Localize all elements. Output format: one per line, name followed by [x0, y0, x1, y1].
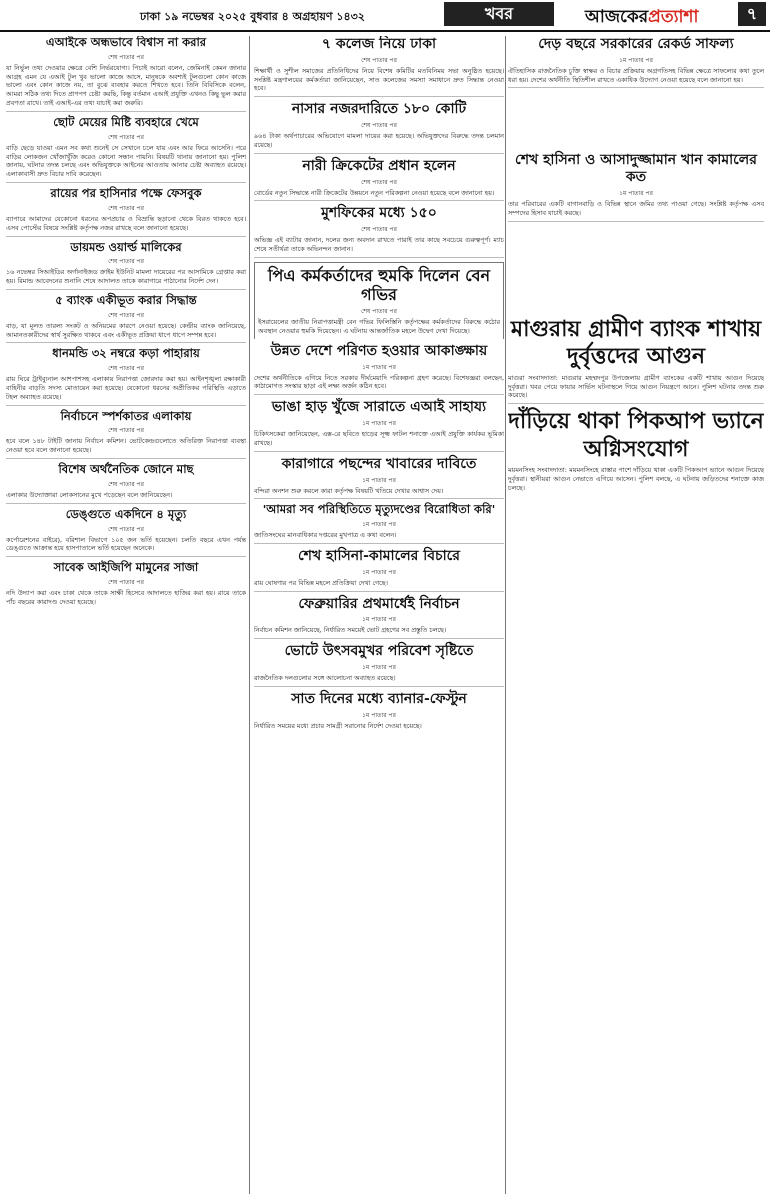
news-story: [508, 408, 764, 495]
story-body: দেশের অর্থনীতিকে এগিয়ে নিতে সরকার দীর্ঘমেয়াদি পরিকল্পনা গ্রহণ করেছে। বিশেষজ্ঞরা বলছেন, কাঠামোগত সংস্কার ছাড়া এই লক্ষ্য অর্জন কঠিন হবে।: [254, 373, 504, 391]
continued-note: ১ম পাতার পর: [362, 711, 396, 719]
text-fill: [508, 92, 764, 152]
news-story: [6, 463, 246, 504]
continued-note: ১ম পাতার পর: [362, 616, 396, 624]
page-header: [0, 0, 770, 32]
story-headline: কারাগারে পছন্দের খাবারের দাবিতে: [281, 455, 477, 472]
news-story: [254, 503, 504, 544]
issue-date: ঢাকা ১৯ নভেম্বর ২০২৫ বুধবার ৪ অগ্রহায়ণ ১৪৩২: [140, 10, 365, 23]
story-headline: 'আমরা সব পরিস্থিতিতে মৃত্যুদণ্ডের বিরোধিতা করি': [262, 502, 496, 517]
news-story: [254, 343, 504, 395]
news-story: [254, 158, 504, 202]
continued-note: শেষ পাতার পর: [108, 579, 144, 587]
story-headline: মুশফিকের মধ্যে ১৫০: [321, 205, 437, 222]
story-body: তার পরিবারের একটি বাগানবাড়ি ও বিভিন্ন স্থানে জমির তথ্য পাওয়া গেছে। সংশ্লিষ্ট কর্তৃপক্ষ এসব সম্পদের হিসাব যাচাই করছে।: [508, 200, 764, 217]
newspaper-logo: আজকেরপ্রত্যাশা: [585, 7, 699, 27]
news-story: [6, 347, 246, 405]
news-story: [254, 691, 504, 734]
continued-note: শেষ পাতার পর: [108, 53, 144, 61]
story-body: বাড়, যা মূলত তারল্য সংকট ও অনিয়মের কারণে নেওয়া হয়েছে। কেন্দ্রীয় ব্যাংক জানিয়েছে, আমানতকারীদের স্বার্থ সুরক্ষিত থাকবে এবং একীভূত প্রক্রিয়া ধাপে ধাপে সম্পন্ন হবে।: [6, 321, 246, 339]
story-headline: ফেব্রুয়ারির প্রথমার্ধেই নির্বাচন: [298, 595, 460, 612]
story-body: নির্ধারিত সময়ের মধ্যে প্রচার সামগ্রী সরানোর নির্দেশ দেওয়া হয়েছে।: [254, 721, 422, 730]
story-body: রায় ঘিরে ট্রাইব্যুনাল আশপাশসহ এলাকায় নিরাপত্তা জোরদার করা হয়। আইনশৃঙ্খলা রক্ষাকারী বাহিনীর বাড়তি সদস্য মোতায়েন করা হয়েছে। যেকোনো ধরনের অপ্রীতিকর পরিস্থিতি এড়াতে টহল অব্যাহত রয়েছে।: [6, 375, 246, 401]
story-headline: ধানমন্ডি ৩২ নম্বরে কড়া পাহারায়: [52, 346, 200, 361]
story-headline: শেখ হাসিনা-কামালের বিচারে: [298, 548, 460, 564]
story-headline: রায়ের পর হাসিনার পক্ষে ফেসবুক: [50, 186, 202, 201]
news-story: [254, 262, 504, 339]
story-body: বন্দিরা অনশন শুরু করলে কারা কর্তৃপক্ষ বিষয়টি খতিয়ে দেখার আশ্বাস দেয়।: [254, 486, 444, 495]
story-body: এলাকার উদ্যোক্তারা লোকসানের মুখে পড়েছেন বলে জানিয়েছেন।: [6, 490, 173, 499]
continued-note: শেষ পাতার পর: [108, 311, 144, 319]
section-title: খবর: [444, 2, 554, 26]
story-body: হবে বলে ১৪৮ টাইটি জানায় নির্বাচন কমিশন। ভোটকেন্দ্রগুলোতে অতিরিক্ত নিরাপত্তা ব্যবস্থা নেওয়া হবে বলে জানানো হয়েছে।: [6, 437, 246, 455]
news-story: [254, 205, 504, 257]
continued-note: ১ম পাতার পর: [362, 420, 396, 428]
news-story: [254, 101, 504, 153]
continued-note: ১ম পাতার পর: [362, 664, 396, 672]
story-body: শিক্ষার্থী ও সুশীল সমাজের প্রতিনিধিদের নিয়ে বিশেষ কমিটির মতবিনিময় সভা অনুষ্ঠিত হয়েছে। সংশ্লিষ্ট মন্ত্রণালয়ের কর্মকর্তারা জানিয়েছেন, সাত কলেজের সমস্যা সমাধানে দ্রুত সিদ্ধান্ত নেওয়া হবে।: [254, 66, 504, 93]
news-story: [254, 456, 504, 500]
story-headline: নাসার নজরদারিতে ১৮০ কোটি: [291, 101, 467, 118]
news-story: [6, 187, 246, 236]
story-body: নদি উদ্যাপ করা এবং চাকা থেকে তাকে সাক্ষী হিসেবে আদালতে হাজির করা হয়। রায়ে তাকে পাঁচ বছরের কারাদণ্ড দেওয়া হয়েছে।: [6, 589, 246, 606]
news-story: [254, 643, 504, 687]
continued-note: শেষ পাতার পর: [361, 178, 397, 186]
continued-note: শেষ পাতার পর: [361, 122, 397, 130]
story-body: বোর্ডের নতুন সিদ্ধান্তে নারী ক্রিকেটের উন্নয়নে নতুন পরিকল্পনা নেওয়া হয়েছে বলে জানানো হয়।: [254, 188, 495, 197]
continued-note: শেষ পাতার পর: [108, 204, 144, 212]
news-story: [6, 410, 246, 459]
news-story: [6, 294, 246, 343]
news-story: [6, 561, 246, 609]
news-story: [254, 596, 504, 640]
continued-note: শেষ পাতার পর: [108, 133, 144, 141]
story-headline: বিশেষ অর্থনৈতিক জোনে মাছ: [58, 462, 194, 477]
story-body: ব্যাপারে আমাদের যেকোনো ধরনের অপপ্রচার ও বিভ্রান্তি ছড়ানো থেকে বিরত থাকতে হবে। এসব পোস্টের বিষয়ে সংশ্লিষ্ট কর্তৃপক্ষ নজর রাখছে বলে জানানো হয়েছে।: [6, 214, 246, 232]
story-headline: ৫ ব্যাংক একীভূত করার সিদ্ধান্ত: [55, 292, 197, 307]
story-headline: ছোট মেয়ের মিষ্টি ব্যবহারে খেমে: [53, 114, 199, 129]
story-headline: ডায়মন্ড ওয়ার্ল্ড মালিকের: [70, 239, 182, 254]
story-headline: মাগুরায় গ্রামীণ ব্যাংক শাখায় দুর্বৃত্তদের আগুন: [510, 315, 762, 370]
continued-note: শেষ পাতার পর: [108, 480, 144, 488]
story-body: যা নির্ভুল তথ্য দেওয়ার ক্ষেত্রে বেশি নির্ভরযোগ্য। পিচাই আরো বলেন, জেমিনাই কেমন জানার আগ্রহ এমন যে এআই টুল খুব ভালো কাজে আসে, মানুষকে অবশ্যই টুলগুলো কোন কাজে ভালো এবং কোন কাজে নয়, তা বুঝে ব্যবহার করতে শিখতে হবে। তিনি বিবিসিকে বলেন, আমরা সঠিক তথ্য দিতে প্রাণপণ চেষ্টা করছি, কিন্তু বর্তমান এআই প্রযুক্তি এখনও কিছু ভুল করার প্রবণতা রাখে। তাই এআই-এর তথ্য যাচাই করা জরুরি।: [6, 63, 246, 108]
story-headline: সাত দিনের মধ্যে ব্যানার-ফেস্টুন: [291, 690, 467, 707]
story-body: ১৬ নভেম্বর সিআইডির অর্গানাইজড ক্রাইম ইউনিট মামলা দায়েরের পর আসামিকে গ্রেপ্তার করা হয়। রিমান্ড আবেদনের শুনানি শেষে আদালত তাকে কারাগারে পাঠানোর নির্দেশ দেন।: [6, 268, 246, 286]
story-headline: পিএ কর্মকর্তাদের হুমকি দিলেন বেন গভির: [267, 265, 491, 304]
column-3: [508, 36, 764, 1194]
story-headline: দাঁড়িয়ে থাকা পিকআপ ভ্যানে অগ্নিসংযোগ: [508, 408, 764, 462]
continued-note: শেষ পাতার পর: [108, 427, 144, 435]
story-headline: নারী ক্রিকেটের প্রধান হলেন: [302, 157, 456, 174]
story-headline: ভাঙা হাড় খুঁজে সারাতে এআই সাহায্য: [271, 399, 487, 416]
story-body: ঐতিহাসিক রাজনৈতিক চুক্তি স্বাক্ষর ও বিচার প্রক্রিয়ায় অগ্রগতিসহ বিভিন্ন ক্ষেত্রে সাফল্যের কথা তুলে ধরা হয়। দেশের অর্থনীতি স্থিতিশীল রাখতে একাধিক উদ্যোগ নেওয়া হয়েছে বলে জানানো হয়।: [508, 66, 764, 84]
continued-note: ১ম পাতার পর: [362, 521, 396, 529]
story-body: রাজনৈতিক দলগুলোর সঙ্গে আলোচনা অব্যাহত রয়েছে।: [254, 674, 396, 683]
news-story: [6, 116, 246, 183]
story-headline: ৭ কলেজ নিয়ে ঢাকা: [321, 36, 437, 52]
continued-note: শেষ পাতার পর: [361, 226, 397, 234]
story-body: ইসরায়েলের জাতীয় নিরাপত্তামন্ত্রী বেন গভির ফিলিস্তিনি কর্তৃপক্ষের কর্মকর্তাদের বিরুদ্ধে কঠোর অবস্থান নেওয়ার হুমকি দিয়েছেন। এ ঘটনায় আন্তর্জাতিক মহলে উদ্বেগ দেখা দিয়েছে।: [258, 318, 500, 336]
continued-note: শেষ পাতার পর: [108, 365, 144, 373]
news-story: [6, 241, 246, 290]
story-body: রায় ঘোষণার পর বিভিন্ন মহলে প্রতিক্রিয়া দেখা গেছে।: [254, 578, 388, 587]
story-headline: এআইকে অন্ধভাবে বিশ্বাস না করার: [45, 36, 207, 49]
story-headline: দেড় বছরে সরকারের রেকর্ড সাফল্য: [538, 36, 734, 52]
story-headline: উন্নত দেশে পরিণত হওয়ার আকাঙ্ক্ষায়: [270, 342, 488, 359]
continued-note: শেষ পাতার পর: [361, 56, 397, 64]
story-body: চিকিৎসকেরা জানিয়েছেন, এক্স-রে ছবিতে হাড়ের সূক্ষ্ম ফাটল শনাক্তে এআই প্রযুক্তি কার্যকর ভূমিকা রাখছে।: [254, 430, 504, 447]
continued-note: ১ম পাতার পর: [362, 363, 396, 371]
story-body: ময়মনসিংহ সংবাদদাতা: ময়মনসিংহে রাস্তার পাশে দাঁড়িয়ে থাকা একটি পিকআপ ভ্যানে আগুন দিয়েছে দুর্বৃত্তরা। স্থানীয়রা আগুন নেভাতে এগিয়ে আসেন। পুলিশ বলছে, এ ঘটনায় জড়িতদের শনাক্তে কাজ চলছে।: [508, 466, 764, 492]
story-headline: শেখ হাসিনা ও আসাদুজ্জামান খান কামালের কত: [515, 152, 757, 186]
text-fill: [508, 226, 764, 316]
continued-note: ১ম পাতার পর: [619, 190, 653, 198]
story-body: ৯৬৪ টাকা অর্থপাচারের অভিযোগে মামলা দায়ের করা হয়েছে। অভিযুক্তদের বিরুদ্ধে তদন্ত চলমান রয়েছে।: [254, 132, 504, 149]
story-body: জাতিসংঘের মানবাধিকার দপ্তরের মুখপাত্র এ কথা বলেন।: [254, 531, 397, 540]
news-story: [254, 36, 504, 97]
story-headline: ডেঙ্গুতে একদিনে ৪ মৃত্যু: [65, 506, 187, 521]
news-story: [508, 152, 764, 221]
news-story: [6, 508, 246, 557]
news-story: [254, 548, 504, 592]
story-body: মাগুরা সংবাদদাতা: মাগুরার মহম্মদপুর উপজেলায় গ্রামীণ ব্যাংকের একটি শাখায় আগুন দিয়েছে দুর্বৃত্তরা। খবর পেয়ে ফায়ার সার্ভিস ঘটনাস্থলে গিয়ে আগুন নিয়ন্ত্রণে আনে। পুলিশ ঘটনার তদন্ত শুরু করেছে।: [508, 373, 764, 400]
news-story: [508, 316, 764, 404]
continued-note: শেষ পাতার পর: [108, 525, 144, 533]
news-story: [6, 36, 246, 112]
news-story: [508, 36, 764, 88]
story-body: বাড়ি ছেড়ে যাওয়া এমন সব কথা শুনেই সে সেখানে চলে যায় এবং আর ফিরে আসেনি। পরে বাড়ির লোকজন খোঁজাখুঁজি করেও কোনো সন্ধান পায়নি। বিষয়টি থানায় জানানো হয়। পুলিশ জানায়, ঘটনার তদন্ত চলছে এবং অভিযুক্তকে আইনের আওতায় আনার চেষ্টা অব্যাহত রয়েছে। এলাকাবাসী দ্রুত বিচার দাবি করেছেন।: [6, 143, 246, 179]
news-story: [254, 399, 504, 451]
continued-note: শেষ পাতার পর: [108, 258, 144, 266]
story-headline: নির্বাচনে স্পর্শকাতর এলাকায়: [60, 408, 192, 423]
story-headline: সাবেক আইজিপি মামুনের সাজা: [53, 560, 199, 575]
story-body: নির্বাচন কমিশন জানিয়েছে, নির্ধারিত সময়েই ভোট গ্রহণের সব প্রস্তুতি চলছে।: [254, 626, 447, 635]
continued-note: ১ম পাতার পর: [362, 476, 396, 484]
page-number: ৭: [738, 2, 766, 26]
story-body: অভিজ্ঞ এই ব্যাটার জানান, দলের জন্য অবদান রাখতে পারাই তার কাছে সবচেয়ে গুরুত্বপূর্ণ। ম্যাচ শেষে সতীর্থরা তাকে অভিনন্দন জানান।: [254, 236, 504, 253]
story-headline: ভোটে উৎসবমুখর পরিবেশ সৃষ্টিতে: [284, 643, 474, 660]
column-2: [254, 36, 504, 1194]
story-body: কর্পোরেশনের বাইরে), বরিশাল বিভাগে ১০৫ জন ভর্তি হয়েছেন। চলতি বছরে এখন পর্যন্ত ডেঙ্গুতে আক্রান্ত হয়ে হাসপাতালে ভর্তি হয়েছেন অনেকে।: [6, 535, 246, 553]
continued-note: শেষ পাতার পর: [361, 308, 397, 316]
continued-note: ১ম পাতার পর: [362, 568, 396, 576]
column-1: [6, 36, 246, 1194]
continued-note: ১ম পাতার পর: [619, 56, 653, 64]
